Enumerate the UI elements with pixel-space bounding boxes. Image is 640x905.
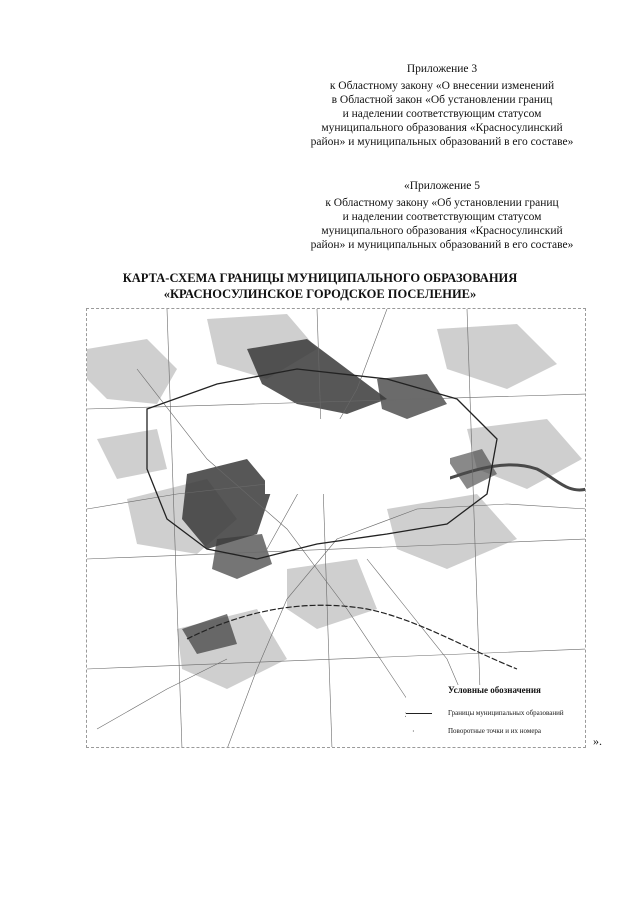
annex-3-line: муниципального образования «Красносулинский [321, 122, 563, 134]
map-drawing [87, 309, 586, 748]
annex-5-heading: «Приложение 5 [403, 180, 481, 192]
annex-5-line: район» и муниципальных образований в его составе» [310, 239, 574, 251]
turn-point-marker-icon: · [412, 727, 415, 736]
annex-5-line: и наделении соответствующим статусом [342, 211, 542, 223]
map-title-line-2: «КРАСНОСУЛИНСКОЕ ГОРОДСКОЕ ПОСЕЛЕНИЕ» [163, 287, 477, 301]
annex-3-line: район» и муниципальных образований в его составе» [310, 136, 574, 148]
legend-item-label: Поворотные точки и их номера [448, 727, 542, 735]
annex-5-line: муниципального образования «Красносулинский [321, 225, 563, 237]
map-scheme [86, 308, 586, 748]
annex-5-line: к Областному закону «Об установлении границ [325, 197, 559, 209]
annex-3-heading: Приложение 3 [406, 63, 478, 75]
closing-quote-mark: ». [593, 734, 602, 748]
annex-5-block [292, 179, 592, 252]
legend-title: Условные обозначения [448, 685, 541, 695]
map-title-line-1: КАРТА-СХЕМА ГРАНИЦЫ МУНИЦИПАЛЬНОГО ОБРАЗОВАНИЯ [122, 271, 518, 285]
legend-item-label: Границы муниципальных образований [448, 709, 564, 717]
annex-3-line: к Областному закону «О внесении изменений [329, 80, 555, 92]
blank-map-area [265, 419, 450, 494]
map-legend [406, 685, 586, 747]
map-title [0, 270, 640, 302]
annex-3-line: и наделении соответствующим статусом [342, 108, 542, 120]
boundary-line-swatch [406, 713, 432, 714]
annex-3-line: в Областной закон «Об установлении границ [331, 94, 553, 106]
annex-3-block [292, 62, 592, 149]
